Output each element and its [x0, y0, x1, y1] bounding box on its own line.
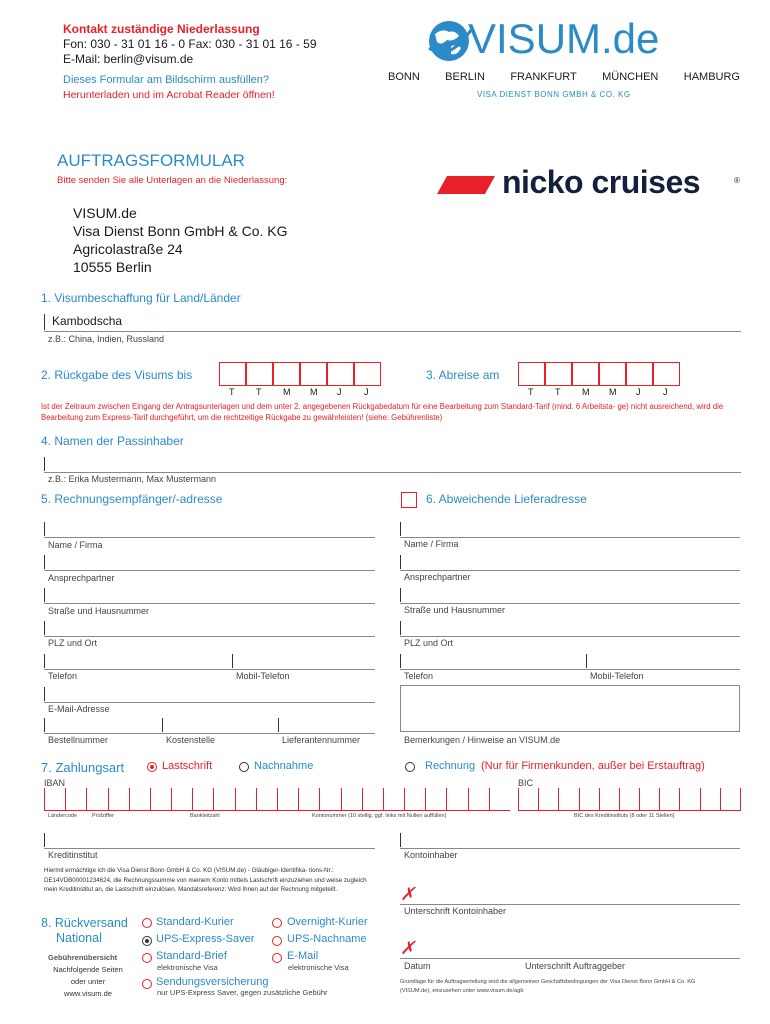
remarks-label: Bemerkungen / Hinweise an VISUM.de	[404, 735, 561, 745]
invoice-contact-input[interactable]	[44, 570, 375, 571]
digit-cell[interactable]	[446, 788, 447, 810]
date-digit-label: M	[609, 387, 617, 397]
registered-mark: ®	[734, 176, 740, 185]
globe-icon	[425, 18, 473, 64]
field-marker	[44, 687, 45, 701]
date-digit-label: T	[555, 387, 561, 397]
signature-x-icon: ✗	[400, 938, 416, 958]
invoice-mobile-label: Mobil-Telefon	[236, 671, 290, 681]
delivery-street-label: Straße und Hausnummer	[404, 605, 506, 615]
delivery-city-input[interactable]	[400, 636, 740, 637]
date-digit-box[interactable]	[246, 362, 273, 386]
order-refs-input[interactable]	[44, 733, 375, 734]
checkbox-icon[interactable]	[401, 492, 417, 508]
digit-cell[interactable]	[518, 788, 519, 810]
return-ups-express-label: UPS-Express-Saver	[156, 933, 255, 945]
section-3-title: 3. Abreise am	[426, 368, 500, 382]
field-marker	[44, 588, 45, 602]
iban-country-code-label: Ländercode	[48, 813, 78, 819]
holder-input[interactable]	[400, 848, 740, 849]
bank-label: Kreditinstitut	[48, 850, 98, 860]
client-signature-label: Unterschrift Auftraggeber	[525, 961, 626, 971]
return-ups-cod-label: UPS-Nachname	[287, 933, 367, 945]
return-insurance-sub: nur UPS-Express Saver, gegen zusätzliche Gebühr	[157, 988, 328, 997]
section-8-subtitle: National	[56, 931, 102, 945]
bic-input[interactable]	[518, 788, 741, 811]
digit-cell[interactable]	[277, 788, 278, 810]
return-overnight-label: Overnight-Kurier	[287, 916, 368, 928]
invoice-note: (Nur für Firmenkunden, außer bei Erstauftrag)	[481, 760, 705, 772]
address-line: VISUM.de	[73, 205, 137, 221]
fee-info	[42, 964, 134, 1000]
digit-cell[interactable]	[599, 788, 600, 810]
digit-cell[interactable]	[619, 788, 620, 810]
digit-cell[interactable]	[192, 788, 193, 810]
return-overnight-radio[interactable]	[272, 918, 282, 928]
field-marker	[400, 621, 401, 635]
bic-label: BIC	[518, 778, 534, 788]
field-marker	[44, 718, 45, 732]
date-label: Datum	[404, 961, 431, 971]
payment-invoice-label: Rechnung	[425, 760, 476, 772]
order-no-label: Bestellnummer	[48, 735, 109, 745]
city-list	[388, 71, 740, 83]
city-frankfurt: FRANKFURT	[510, 71, 577, 83]
date-digit-label: M	[310, 387, 318, 397]
section-4-title: 4. Namen der Passinhaber	[41, 434, 184, 448]
fee-line[interactable]: www.visum.de	[64, 989, 112, 998]
iban-account-label: Kontonummer (10 stellig, ggf. links mit Nullen auffüllen)	[312, 813, 447, 819]
field-marker	[400, 522, 401, 536]
delivery-name-label: Name / Firma	[404, 539, 459, 549]
delivery-phone-input[interactable]	[400, 669, 740, 670]
city-muenchen: MÜNCHEN	[602, 71, 659, 83]
return-std-letter-sub: elektronische Visa	[157, 963, 218, 972]
date-digit-label: J	[364, 387, 369, 397]
digit-cell[interactable]	[129, 788, 130, 810]
digit-cell[interactable]	[65, 788, 66, 810]
date-digit-box[interactable]	[219, 362, 246, 386]
digit-cell[interactable]	[404, 788, 405, 810]
city-berlin: BERLIN	[445, 71, 485, 83]
date-digit-box[interactable]	[300, 362, 327, 386]
digit-cell[interactable]	[700, 788, 701, 810]
date-digit-box[interactable]	[327, 362, 354, 386]
digit-cell[interactable]	[383, 788, 384, 810]
date-digit-label: J	[337, 387, 342, 397]
return-standard-courier-label: Standard-Kurier	[156, 916, 234, 928]
bank-input[interactable]	[44, 848, 375, 849]
digit-cell[interactable]	[108, 788, 109, 810]
field-marker	[586, 654, 587, 668]
send-note: Bitte senden Sie alle Unterlagen an die Niederlassung:	[57, 175, 288, 186]
return-email-label: E-Mail	[287, 950, 319, 962]
field-marker	[44, 522, 45, 536]
date-digit-box[interactable]	[545, 362, 572, 386]
fee-line: oder unter	[70, 977, 106, 986]
invoice-street-input[interactable]	[44, 603, 375, 604]
digit-cell[interactable]	[213, 788, 214, 810]
delivery-contact-label: Ansprechpartner	[404, 572, 471, 582]
field-marker	[400, 833, 401, 847]
iban-bank-code-label: Bankleitzahl	[190, 813, 220, 819]
digit-cell[interactable]	[579, 788, 580, 810]
date-digit-label: T	[229, 387, 235, 397]
digit-cell[interactable]	[679, 788, 680, 810]
return-email-sub: elektronische Visa	[288, 963, 349, 972]
field-marker	[400, 555, 401, 569]
digit-cell[interactable]	[150, 788, 151, 810]
recipient-address	[73, 204, 288, 276]
section-1-title: 1. Visumbeschaffung für Land/Länder	[41, 291, 241, 305]
country-hint: z.B.: China, Indien, Russland	[48, 334, 165, 344]
field-marker	[44, 555, 45, 569]
holder-signature-label: Unterschrift Kontoinhaber	[404, 906, 507, 916]
section-8-title: 8. Rückversand	[41, 916, 128, 930]
invoice-name-label: Name / Firma	[48, 540, 103, 550]
digit-cell[interactable]	[44, 788, 45, 810]
address-line: Agricolastraße 24	[73, 241, 183, 257]
date-digit-box[interactable]	[653, 362, 680, 386]
fee-title: Gebührenübersicht	[48, 953, 118, 962]
iban-check-digit-label: Prüfziffer	[92, 813, 114, 819]
contact-email: E-Mail: berlin@visum.de	[63, 52, 194, 66]
digit-cell[interactable]	[319, 788, 320, 810]
company-line: VISA DIENST BONN GMBH & CO. KG	[477, 90, 631, 99]
nicko-cruises-logo: nicko cruises	[502, 164, 701, 200]
nicko-stripe-icon	[437, 176, 495, 194]
digit-cell[interactable]	[425, 788, 426, 810]
field-marker	[400, 588, 401, 602]
return-insurance-label: Sendungsversicherung	[156, 976, 269, 988]
return-standard-courier-radio[interactable]	[142, 918, 152, 928]
passholder-hint: z.B.: Erika Mustermann, Max Mustermann	[48, 474, 217, 484]
section-5-title: 5. Rechnungsempfänger/-adresse	[41, 492, 223, 506]
invoice-email-label: E-Mail-Adresse	[48, 704, 110, 714]
digit-cell[interactable]	[256, 788, 257, 810]
city-hamburg: HAMBURG	[683, 71, 740, 83]
field-marker	[232, 654, 233, 668]
holder-label: Kontoinhaber	[404, 850, 458, 860]
delivery-contact-input[interactable]	[400, 570, 740, 571]
visum-logo: VISUM.de	[468, 15, 660, 62]
date-digit-label: J	[663, 387, 668, 397]
invoice-name-input[interactable]	[44, 537, 375, 538]
date-digit-label: M	[283, 387, 291, 397]
payment-debit-radio[interactable]	[147, 762, 157, 772]
date-digit-label: T	[256, 387, 262, 397]
payment-invoice-radio[interactable]	[405, 762, 415, 772]
terms-text: Grundlage für die Auftragserteilung sind die allgemeinen Geschäftsbedingungen der Visa Dienst Bonn GmbH & Co. KG (VISUM.de), einzusehen unter www.visum.de/agb	[400, 979, 696, 994]
return-insurance-radio[interactable]	[142, 979, 152, 989]
date-digit-box[interactable]	[354, 362, 381, 386]
delivery-phone-label: Telefon	[404, 671, 434, 681]
digit-cell[interactable]	[171, 788, 172, 810]
contact-title: Kontakt zuständige Niederlassung	[63, 22, 260, 36]
remarks-textarea[interactable]	[400, 685, 740, 732]
digit-cell[interactable]	[362, 788, 363, 810]
field-marker	[44, 621, 45, 635]
date-digit-box[interactable]	[273, 362, 300, 386]
date-digit-label: J	[636, 387, 641, 397]
section-6-title: 6. Abweichende Lieferadresse	[426, 492, 587, 506]
client-signature-input[interactable]	[400, 958, 740, 959]
payment-cod-label: Nachnahme	[254, 760, 314, 772]
download-hint: Herunterladen und im Acrobat Reader öffnen!	[63, 89, 275, 101]
return-std-letter-radio[interactable]	[142, 953, 152, 963]
digit-cell[interactable]	[235, 788, 236, 810]
date-digit-box[interactable]	[626, 362, 653, 386]
date-digit-box[interactable]	[599, 362, 626, 386]
digit-cell[interactable]	[489, 788, 490, 810]
invoice-city-label: PLZ und Ort	[48, 638, 98, 648]
date-digit-box[interactable]	[518, 362, 545, 386]
digit-cell[interactable]	[298, 788, 299, 810]
address-line: Visa Dienst Bonn GmbH & Co. KG	[73, 223, 288, 239]
digit-cell[interactable]	[538, 788, 539, 810]
express-notice: Ist der Zeitraum zwischen Eingang der Antragsunterlagen und dem unter 2. angegebenen Rückgabedatum für eine Bearbeitung zum Standard-Tarif (mind. 6 Arbeitsta- ge) nicht ausreichend, wird die Bearbeitung zum Express-Tarif durchgeführt, um die rechtzeitige Rückgabe zu gewährleisten! (siehe: Gebührenliste)	[41, 402, 724, 422]
digit-cell[interactable]	[341, 788, 342, 810]
payment-cod-radio[interactable]	[239, 762, 249, 772]
phone-fax: Fon: 030 - 31 01 16 - 0 Fax: 030 - 31 01 16 - 59	[63, 37, 317, 51]
delivery-name-input[interactable]	[400, 537, 740, 538]
digit-cell[interactable]	[558, 788, 559, 810]
date-digit-label: T	[528, 387, 534, 397]
bic-sub-label: BIC des Kreditinstituts (8 oder 11 Stellen)	[574, 813, 675, 819]
delivery-street-input[interactable]	[400, 603, 740, 604]
delivery-mobile-label: Mobil-Telefon	[590, 671, 644, 681]
field-marker	[44, 833, 45, 847]
section-2-title: 2. Rückgabe des Visums bis	[41, 368, 193, 382]
digit-cell[interactable]	[659, 788, 660, 810]
return-ups-cod-radio[interactable]	[272, 936, 282, 946]
invoice-street-label: Straße und Hausnummer	[48, 606, 150, 616]
fee-line: Nachfolgende Seiten	[53, 965, 123, 974]
invoice-phone-input[interactable]	[44, 669, 375, 670]
address-line: 10555 Berlin	[73, 259, 152, 275]
field-marker	[162, 718, 163, 732]
form-title: AUFTRAGSFORMULAR	[57, 151, 245, 170]
return-email-radio[interactable]	[272, 953, 282, 963]
passholder-input[interactable]	[44, 472, 741, 473]
delivery-city-label: PLZ und Ort	[404, 638, 454, 648]
section-7-title: 7. Zahlungsart	[41, 760, 125, 775]
sepa-mandate-text: Hiermit ermächtige ich die Visa Dienst Bonn GmbH & Co. KG (VISUM.de) - Gläubiger-Identifika- tions-Nr.: DE14VDB00001234624, die Rechnungssumme von meinem Konto mittels Lastschrift einzuziehen und weise zugleich mein Kreditinstitut an, die Lastschrift einzulösen. Mandatsreferenz: Wird Ihnen auf der Rechnung mitgeteilt.	[44, 867, 367, 893]
digit-cell[interactable]	[639, 788, 640, 810]
iban-label: IBAN	[44, 778, 66, 788]
field-marker	[44, 654, 45, 668]
date-digit-box[interactable]	[572, 362, 599, 386]
city-bonn: BONN	[388, 71, 420, 83]
digit-cell[interactable]	[86, 788, 87, 810]
holder-signature-input[interactable]	[400, 904, 740, 905]
return-std-letter-label: Standard-Brief	[156, 950, 227, 962]
fill-hint: Dieses Formular am Bildschirm ausfüllen?	[63, 74, 270, 86]
signature-x-icon: ✗	[400, 884, 416, 904]
return-ups-express-radio[interactable]	[142, 936, 152, 946]
country-input[interactable]: Kambodscha	[52, 314, 123, 328]
invoice-phone-label: Telefon	[48, 671, 78, 681]
invoice-contact-label: Ansprechpartner	[48, 573, 115, 583]
field-marker	[44, 457, 45, 471]
payment-debit-label: Lastschrift	[162, 760, 213, 772]
iban-input[interactable]	[44, 788, 510, 811]
cost-center-label: Kostenstelle	[166, 735, 216, 745]
digit-cell[interactable]	[720, 788, 721, 810]
field-marker	[400, 654, 401, 668]
field-underline	[44, 331, 741, 332]
digit-cell[interactable]	[468, 788, 469, 810]
invoice-email-input[interactable]	[44, 702, 375, 703]
field-marker	[44, 314, 45, 330]
supplier-no-label: Lieferantennummer	[282, 735, 361, 745]
field-marker	[278, 718, 279, 732]
date-digit-label: M	[582, 387, 590, 397]
invoice-city-input[interactable]	[44, 636, 375, 637]
